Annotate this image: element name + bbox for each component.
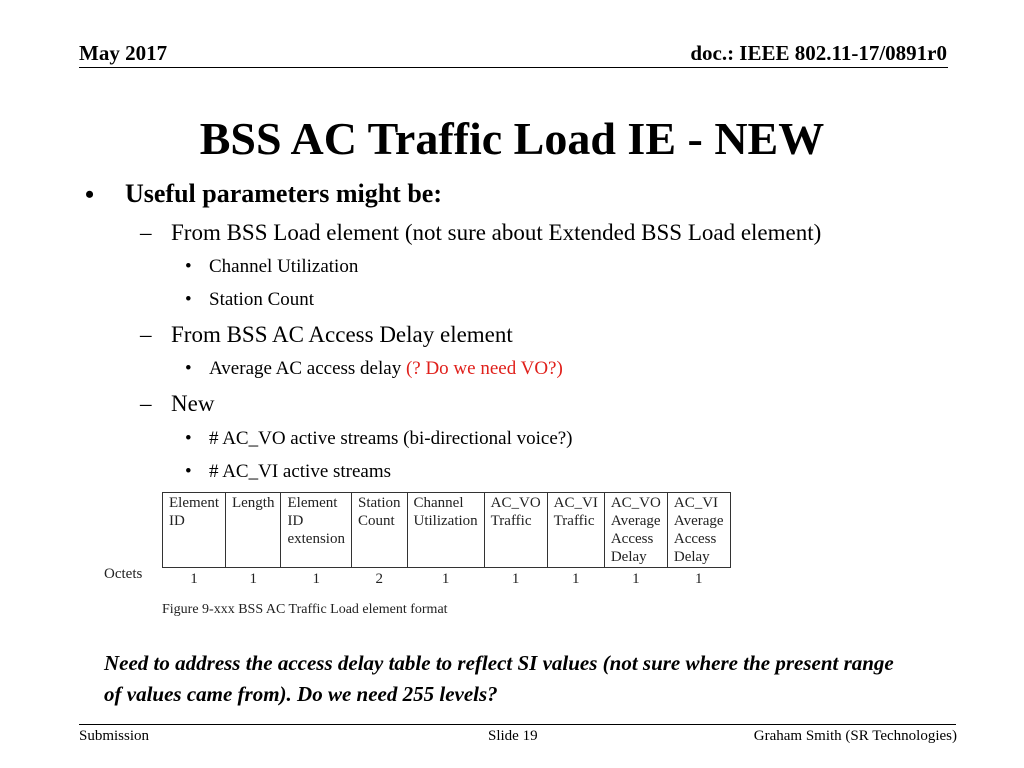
item-red-note: (? Do we need VO?) [405,358,563,379]
field-element-id-extension: Element ID extension [281,493,352,568]
item-ac-vo-streams: # AC_VO active streams (bi-directional voice?) [209,428,573,449]
dot-marker: • [185,256,192,277]
field-ac-vi-average-access-delay: AC_VI Average Access Delay [667,493,730,568]
octet-count: 1 [441,571,450,587]
subbullet-new: New [171,391,215,416]
field-ac-vo-average-access-delay: AC_VO Average Access Delay [604,493,667,568]
item-station-count: Station Count [209,289,315,310]
figure-caption: Figure 9-xxx BSS AC Traffic Load element format [162,602,448,617]
dot-marker: • [185,289,192,310]
bullet-useful-parameters: Useful parameters might be: [125,179,442,208]
item-average-ac-access-delay [209,358,563,380]
footer-slide-number: Slide 19 [488,728,538,744]
field-ac-vi-traffic: AC_VI Traffic [547,493,604,568]
header-doc-number: doc.: IEEE 802.11-17/0891r0 [690,41,947,65]
field-station-count: Station Count [351,493,407,568]
octet-count: 1 [632,571,640,587]
footer-submission: Submission [79,728,150,744]
octet-count: 1 [249,571,257,587]
field-channel-utilization: Channel Utilization [407,493,484,568]
item-channel-utilization: Channel Utilization [209,256,359,277]
dot-marker: • [185,358,192,379]
octets-row [163,568,731,590]
dot-marker: • [185,428,192,449]
field-length: Length [225,493,281,568]
octet-count: 1 [572,571,580,587]
item-text: Average AC access delay [209,358,402,379]
dash-marker: – [140,220,152,245]
element-format-table [162,492,731,589]
octet-count: 1 [312,571,320,587]
slide-title: BSS AC Traffic Load IE - NEW [199,113,825,164]
octet-count: 2 [375,571,383,587]
field-element-id: Element ID [163,493,226,568]
dot-marker: • [185,461,192,482]
header-date: May 2017 [79,41,168,65]
closing-note: Need to address the access delay table to reflect SI values (not sure where the present range of values came from). Do we need 255 levels? [104,651,894,706]
octets-label: Octets [104,566,143,582]
footer-rule [79,724,956,725]
footer-author: Graham Smith (SR Technologies) [753,728,957,744]
item-ac-vi-streams: # AC_VI active streams [209,461,392,482]
subbullet-access-delay: From BSS AC Access Delay element [171,322,513,347]
octet-count: 1 [511,571,520,587]
octet-count: 1 [694,571,703,587]
dash-marker: – [140,322,152,347]
table-header-row [163,493,731,568]
bullet-marker: • [85,180,95,209]
octet-count: 1 [190,571,198,587]
field-ac-vo-traffic: AC_VO Traffic [484,493,547,568]
dash-marker: – [140,391,152,416]
subbullet-bss-load: From BSS Load element (not sure about Extended BSS Load element) [171,220,822,245]
header-rule [79,67,948,68]
